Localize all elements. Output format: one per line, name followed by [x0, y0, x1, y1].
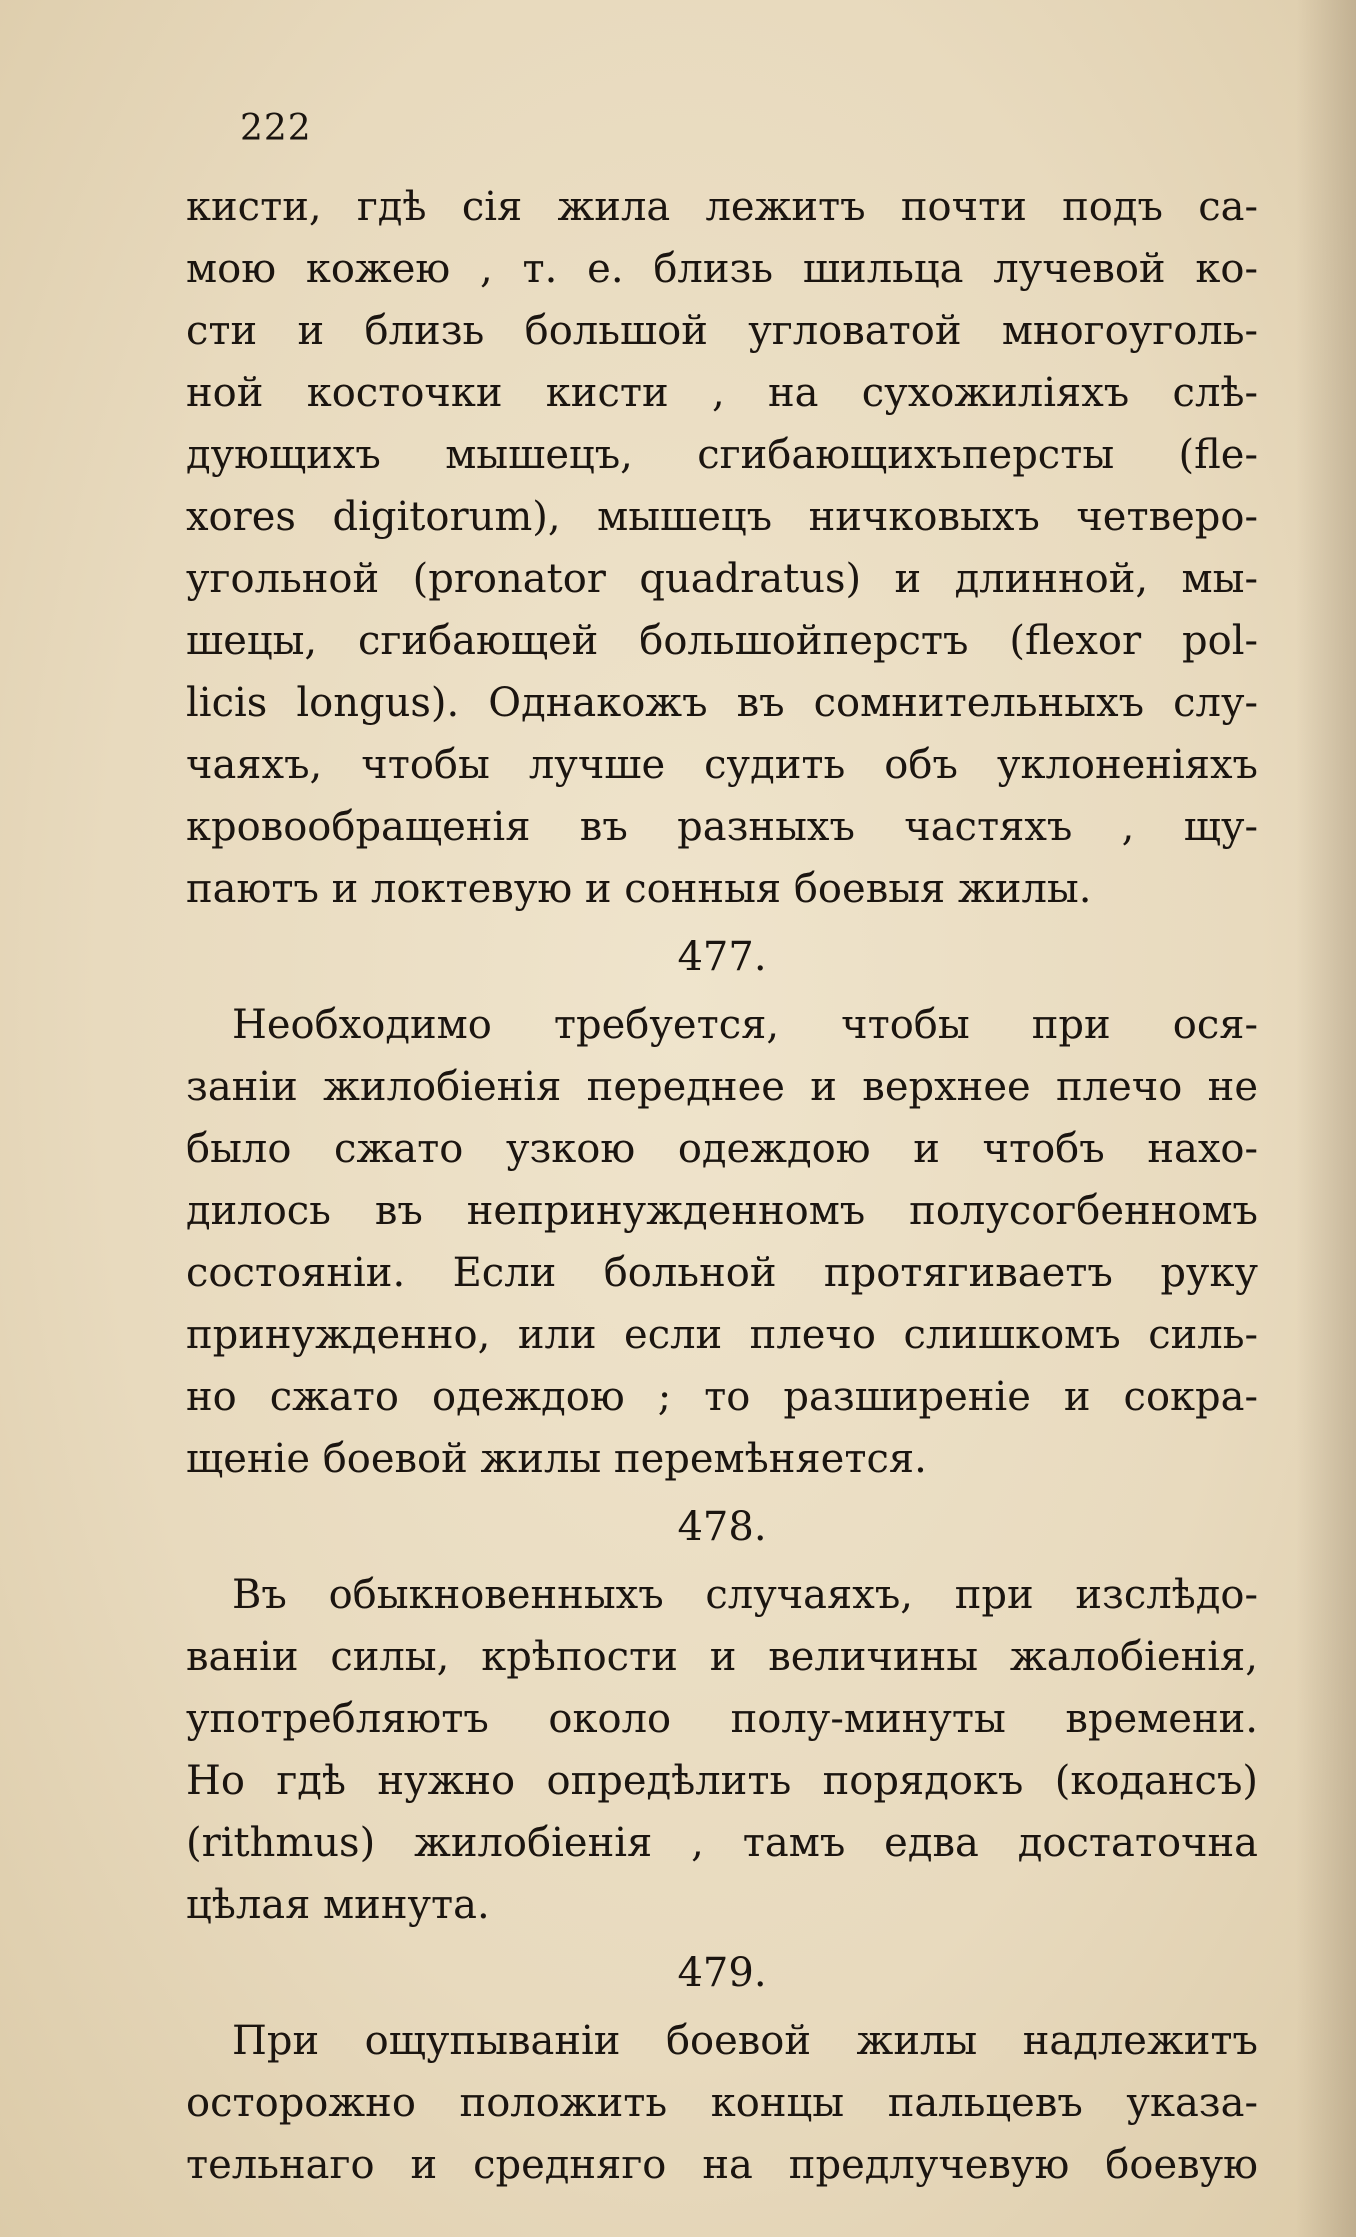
text-line: щеніе боевой жилы перемѣняется.: [186, 1436, 927, 1482]
section-number-477: 477.: [677, 934, 767, 980]
paragraph-continuation: [186, 176, 1258, 920]
text-line: принужденно, или если плечо слишкомъ силь-: [186, 1312, 1258, 1358]
text-line: употребляютъ около полу-минуты времени.: [186, 1696, 1258, 1742]
text-line: осторожно положить концы пальцевъ указа-: [186, 2080, 1258, 2126]
text-line: шецы, сгибающей большойперстъ (flexor pol-: [186, 618, 1258, 664]
text-line: дующихъ мышецъ, сгибающихъперсты (fle-: [186, 432, 1258, 478]
text-line: ной косточки кисти , на сухожиліяхъ слѣ-: [186, 370, 1258, 416]
text-line: но сжато одеждою ; то разширеніе и сокра-: [186, 1374, 1258, 1420]
text-line: Въ обыкновенныхъ случаяхъ, при изслѣдо-: [232, 1572, 1258, 1618]
text-line: мою кожею , т. е. близь шильца лучевой ко-: [186, 246, 1258, 292]
text-line: Но гдѣ нужно опредѣлить порядокъ (кодансъ): [186, 1758, 1258, 1804]
text-line: Необходимо требуется, чтобы при ося-: [232, 1002, 1258, 1048]
text-line: заніи жилобіенія переднее и верхнее плечо не: [186, 1064, 1258, 1110]
text-block: [186, 176, 1258, 2196]
text-line: угольной (pronator quadratus) и длинной, мы-: [186, 556, 1258, 602]
text-line: кровообращенія въ разныхъ частяхъ , щу-: [186, 804, 1258, 850]
text-line: сти и близь большой угловатой многоуголь-: [186, 308, 1258, 354]
text-line: кисти, гдѣ сія жила лежитъ почти подъ са-: [186, 184, 1258, 230]
page-gutter-shadow: [1296, 0, 1356, 2237]
text-line: было сжато узкою одеждою и чтобъ нахо-: [186, 1126, 1258, 1172]
text-line: licis longus). Однакожъ въ сомнительныхъ слу-: [186, 680, 1258, 726]
text-line: цѣлая минута.: [186, 1882, 490, 1928]
text-line: ваніи силы, крѣпости и величины жалобіенія,: [186, 1634, 1258, 1680]
text-line: дилось въ непринужденномъ полусогбенномъ: [186, 1188, 1258, 1234]
section-number-478: 478.: [677, 1504, 767, 1550]
text-line: паютъ и локтевую и сонныя боевыя жилы.: [186, 866, 1092, 912]
page-number: 222: [240, 108, 312, 149]
text-line: состояніи. Если больной протягиваетъ руку: [186, 1250, 1258, 1296]
text-line: При ощупываніи боевой жилы надлежитъ: [232, 2018, 1258, 2064]
paragraph-477: [186, 994, 1258, 1490]
paragraph-479: [186, 2010, 1258, 2196]
paragraph-478: [186, 1564, 1258, 1936]
text-line: тельнаго и средняго на предлучевую боевую: [186, 2142, 1258, 2188]
text-line: чаяхъ, чтобы лучше судить объ уклоненіяхъ: [186, 742, 1258, 788]
section-number-479: 479.: [677, 1950, 767, 1996]
text-line: (rithmus) жилобіенія , тамъ едва достаточна: [186, 1820, 1258, 1866]
text-line: xores digitorum), мышецъ ничковыхъ четверо-: [186, 494, 1258, 540]
